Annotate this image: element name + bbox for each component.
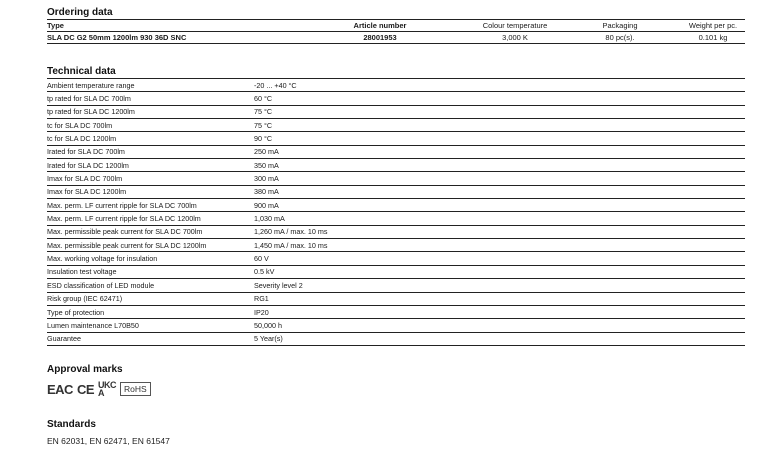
tech-label: Insulation test voltage — [47, 267, 117, 277]
tech-label: Lumen maintenance L70B50 — [47, 320, 139, 330]
tech-label: Imax for SLA DC 700lm — [47, 174, 123, 184]
cell-weight: 0.101 kg — [698, 33, 728, 42]
tech-row — [47, 306, 745, 319]
header-article-number: Article number — [353, 21, 407, 30]
tech-value: 250 mA — [254, 147, 279, 157]
tech-row — [47, 252, 745, 265]
tech-label: Max. perm. LF current ripple for SLA DC 1200lm — [47, 214, 201, 224]
tech-row — [47, 212, 745, 225]
tech-value: 350 mA — [254, 160, 279, 170]
tech-value: 75 °C — [254, 120, 273, 130]
tech-label: tp rated for SLA DC 700lm — [47, 94, 131, 104]
ordering-header-row — [47, 20, 745, 32]
tech-label: tc for SLA DC 700lm — [47, 120, 113, 130]
tech-value: 0.5 kV — [254, 267, 275, 277]
tech-row — [47, 119, 745, 132]
tech-row — [47, 266, 745, 279]
tech-label: Risk group (IEC 62471) — [47, 294, 123, 304]
tech-row — [47, 159, 745, 172]
ordering-table — [47, 20, 745, 44]
tech-label: Ambient temperature range — [47, 80, 135, 90]
header-type: Type — [47, 21, 64, 30]
tech-row — [47, 319, 745, 332]
tech-label: tp rated for SLA DC 1200lm — [47, 107, 135, 117]
tech-value: 60 °C — [254, 94, 273, 104]
tech-label: Imax for SLA DC 1200lm — [47, 187, 127, 197]
tech-value: 1,260 mA / max. 10 ms — [254, 227, 328, 237]
tech-row — [47, 279, 745, 292]
tech-row — [47, 239, 745, 252]
cell-colour-temperature: 3,000 K — [502, 33, 528, 42]
tech-label: Type of protection — [47, 307, 105, 317]
tech-row — [47, 226, 745, 239]
ce-mark-icon: CE — [76, 381, 95, 397]
tech-row — [47, 146, 745, 159]
tech-value: 75 °C — [254, 107, 273, 117]
tech-value: 60 V — [254, 254, 269, 264]
tech-value: IP20 — [254, 307, 269, 317]
tech-row — [47, 333, 745, 346]
standards-text: EN 62031, EN 62471, EN 61547 — [47, 436, 170, 446]
cell-packaging: 80 pc(s). — [605, 33, 635, 42]
tech-value: RG1 — [254, 294, 269, 304]
eac-mark-icon: EAC — [47, 381, 73, 397]
tech-value: 1,450 mA / max. 10 ms — [254, 240, 328, 250]
standards-title: Standards — [47, 419, 96, 430]
tech-label: tc for SLA DC 1200lm — [47, 134, 117, 144]
tech-row — [47, 199, 745, 212]
tech-label: Irated for SLA DC 700lm — [47, 147, 125, 157]
tech-value: 380 mA — [254, 187, 279, 197]
tech-label: Irated for SLA DC 1200lm — [47, 160, 129, 170]
tech-label: Guarantee — [47, 334, 81, 344]
ordering-data-row — [47, 32, 745, 44]
technical-table — [47, 79, 745, 346]
tech-value: 50,000 h — [254, 320, 282, 330]
header-colour-temperature: Colour temperature — [482, 21, 548, 30]
tech-label: Max. permissible peak current for SLA DC 700lm — [47, 227, 203, 237]
tech-row — [47, 293, 745, 306]
tech-value: 900 mA — [254, 200, 279, 210]
tech-value: 1,030 mA — [254, 214, 285, 224]
tech-row — [47, 172, 745, 185]
approval-title: Approval marks — [47, 364, 123, 375]
technical-title: Technical data — [47, 66, 116, 77]
tech-label: Max. working voltage for insulation — [47, 254, 158, 264]
tech-row — [47, 186, 745, 199]
tech-value: 5 Year(s) — [254, 334, 283, 344]
tech-row — [47, 79, 745, 92]
tech-label: Max. permissible peak current for SLA DC 1200lm — [47, 240, 207, 250]
ordering-title: Ordering data — [47, 7, 113, 18]
rohs-mark-icon: RoHS — [120, 382, 151, 396]
tech-value: Severity level 2 — [254, 280, 303, 290]
tech-value: -20 ... +40 °C — [254, 80, 297, 90]
tech-value: 90 °C — [254, 134, 273, 144]
header-packaging: Packaging — [602, 21, 638, 30]
tech-value: 300 mA — [254, 174, 279, 184]
cell-article-number: 28001953 — [363, 33, 397, 42]
approval-marks — [47, 381, 151, 397]
tech-label: ESD classification of LED module — [47, 280, 155, 290]
tech-row — [47, 92, 745, 105]
header-weight: Weight per pc. — [688, 21, 738, 30]
tech-label: Max. perm. LF current ripple for SLA DC 700lm — [47, 200, 197, 210]
tech-row — [47, 132, 745, 145]
ukca-mark-icon: UKCA — [98, 380, 117, 398]
tech-row — [47, 106, 745, 119]
cell-type: SLA DC G2 50mm 1200lm 930 36D SNC — [47, 33, 187, 42]
